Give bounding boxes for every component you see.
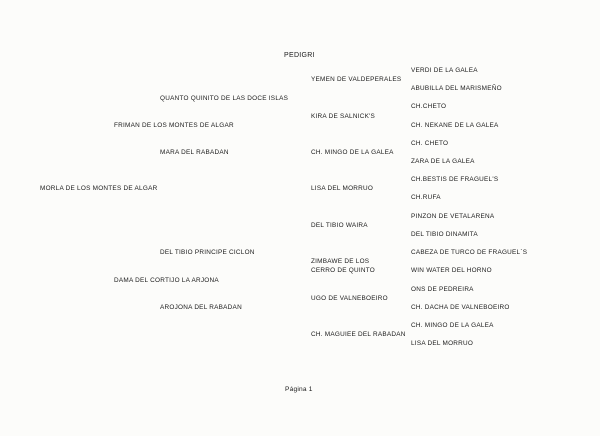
ancestor-gen4: UGO DE VALNEBOEIRO — [311, 295, 388, 302]
ancestor-gen4: KIRA DE SALNICK'S — [311, 113, 376, 120]
ancestor-gen5: CH.CHETO — [411, 103, 447, 110]
ancestor-gen5: CH. NEKANE DE LA GALEA — [411, 122, 499, 129]
page-number: Página 1 — [285, 386, 313, 393]
page-title: PEDIGRI — [284, 52, 315, 59]
ancestor-gen5: ZARA DE LA GALEA — [411, 158, 475, 165]
ancestor-gen5: CH.BESTIS DE FRAGUEL'S — [411, 176, 499, 183]
ancestor-gen5: CH. CHETO — [411, 140, 449, 147]
ancestor-gen4: CH. MINGO DE LA GALEA — [311, 149, 394, 156]
ancestor-gen5: ONS DE PEDREIRA — [411, 286, 474, 293]
ancestor-gen4: CH. MAGUIEE DEL RABADAN — [311, 331, 406, 338]
dam-dam-name: AROJONA DEL RABADAN — [160, 304, 242, 311]
ancestor-gen5: CH. MINGO DE LA GALEA — [411, 322, 494, 329]
ancestor-gen5: CH.RUFA — [411, 194, 441, 201]
ancestor-gen5: WIN WATER DEL HORNO — [411, 267, 492, 274]
ancestor-gen4: ZIMBAWE DE LOS — [311, 258, 370, 265]
dam-name: DAMA DEL CORTIJO LA ARJONA — [114, 277, 219, 284]
ancestor-gen4: CERRO DE QUINTO — [311, 267, 375, 274]
ancestor-gen5: CABEZA DE TURCO DE FRAGUEL`S — [411, 249, 528, 256]
ancestor-gen4: LISA DEL MORRUO — [311, 185, 374, 192]
subject-name: MORLA DE LOS MONTES DE ALGAR — [40, 185, 158, 192]
sire-name: FRIMAN DE LOS MONTES DE ALGAR — [114, 122, 234, 129]
ancestor-gen4: DEL TIBIO WAIRA — [311, 222, 368, 229]
ancestor-gen5: LISA DEL MORRUO — [411, 340, 474, 347]
ancestor-gen5: DEL TIBIO DINAMITA — [411, 231, 478, 238]
sire-dam-name: MARA DEL RABADAN — [160, 149, 229, 156]
ancestor-gen5: PINZON DE VETALARENA — [411, 213, 495, 220]
ancestor-gen5: CH. DACHA DE VALNEBOEIRO — [411, 304, 510, 311]
ancestor-gen5: VERDI DE LA GALEA — [411, 67, 478, 74]
ancestor-gen4: YEMEN DE VALDEPERALES — [311, 76, 402, 83]
dam-sire-name: DEL TIBIO PRINCIPE CICLON — [160, 249, 255, 256]
sire-sire-name: QUANTO QUINITO DE LAS DOCE ISLAS — [160, 95, 289, 102]
ancestor-gen5: ABUBILLA DEL MARISMEÑO — [411, 85, 502, 92]
